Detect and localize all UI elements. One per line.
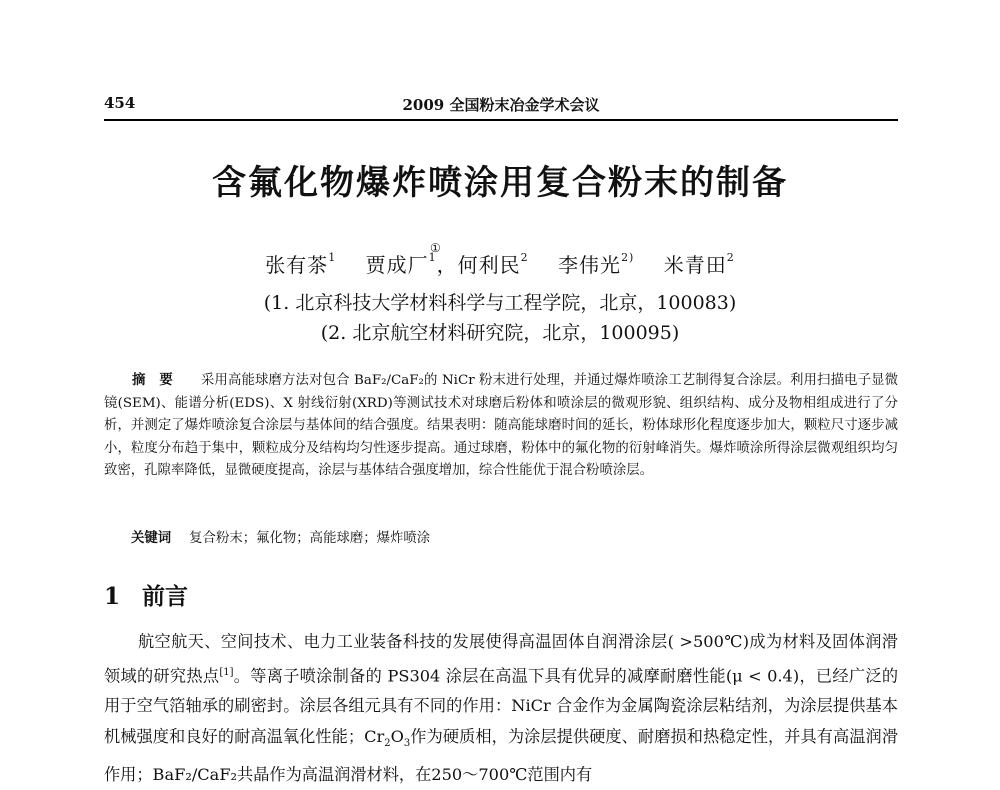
running-title: 2009 全国粉末冶金学术会议 bbox=[402, 96, 600, 114]
author-affil-mark: 2) bbox=[621, 251, 635, 265]
author-name: 张有茶 bbox=[265, 253, 329, 277]
body-paragraph bbox=[104, 627, 898, 790]
body-text-part: 。等离子喷涂制备的 PS304 涂层在高温下具有优异的减摩耐磨性能(μ < 0.4)，已经广泛的用于空气箔轴承的刷密封。涂层各组元具有不同的作用：NiCr 合金作为金属陶瓷涂层粘结剂，为涂层提供基本机械强度和良好的耐高温氧化性能；Cr bbox=[104, 665, 899, 746]
author-name: 贾成厂 bbox=[365, 253, 429, 277]
section-heading bbox=[104, 578, 188, 611]
abstract-text: 采用高能球磨方法对包合 BaF₂/CaF₂的 NiCr 粉末进行处理，并通过爆炸喷涂工艺制得复合涂层。利用扫描电子显微镜(SEM)、能谱分析(EDS)、X 射线衍射(XRD)等测试技术对球磨后粉体和喷涂层的微观形貌、组织结构、成分及物相组成进行了分析，并测定了爆炸喷涂复合涂层与基体间的结合强度。结果表明：随高能球磨时间的延长，粉体球形化程度逐步加大，颗粒尺寸逐步减小，粒度分布趋于集中，颗粒成分及结构均匀性逐步提高。通过球磨，粉体中的氟化物的衍射峰消失。爆炸喷涂所得涂层微观组织均匀致密，孔隙率降低，显微硬度提高，涂层与基体结合强度增加，综合性能优于混合粉喷涂层。 bbox=[104, 373, 898, 479]
body-text-part: O bbox=[390, 726, 404, 746]
author-affil-mark: 2 bbox=[520, 251, 529, 265]
keywords bbox=[131, 527, 430, 546]
footnote-mark: ① bbox=[430, 241, 441, 255]
citation: [1] bbox=[219, 666, 234, 678]
author-name: 米青田 bbox=[663, 253, 727, 277]
affiliation-1: (1. 北京科技大学材料科学与工程学院，北京，100083) bbox=[263, 292, 737, 314]
running-header bbox=[104, 94, 898, 118]
body-text-part: 航空航天、空间技术、电力工业装备科技的发展使得高温固体自润滑涂层( >500℃)成为材料及固体润滑领域的研究热点 bbox=[104, 632, 898, 685]
paper-title: 含氟化物爆炸喷涂用复合粉末的制备 bbox=[212, 163, 788, 203]
author-name: 李伟光 bbox=[558, 253, 622, 277]
abstract-label: 摘要 bbox=[132, 373, 187, 388]
body-text-part: 作为硬质相，为涂层提供硬度、耐磨损和热稳定性，并具有高温润滑作用；BaF₂/CaF₂共晶作为高温润滑材料，在250～700℃范围内有 bbox=[104, 726, 899, 784]
author-affil-mark: 1 bbox=[428, 251, 437, 265]
header-rule bbox=[104, 119, 898, 121]
keywords-text: 复合粉末；氟化物；高能球磨；爆炸喷涂 bbox=[189, 531, 431, 546]
author-affil-mark: 1 bbox=[328, 251, 337, 265]
section-title: 前言 bbox=[142, 584, 189, 610]
abstract bbox=[104, 370, 898, 483]
section-number: 1 bbox=[104, 583, 121, 610]
affiliation-2: (2. 北京航空材料研究院，北京，100095) bbox=[320, 322, 680, 344]
page-number: 454 bbox=[104, 94, 136, 112]
author-line bbox=[0, 249, 1000, 278]
author-affil-mark: 2 bbox=[726, 251, 735, 265]
keywords-label: 关键词 bbox=[131, 531, 172, 546]
author-name: ，何利民 bbox=[436, 253, 521, 277]
subscript: 3 bbox=[403, 738, 411, 750]
subscript: 2 bbox=[384, 738, 391, 750]
